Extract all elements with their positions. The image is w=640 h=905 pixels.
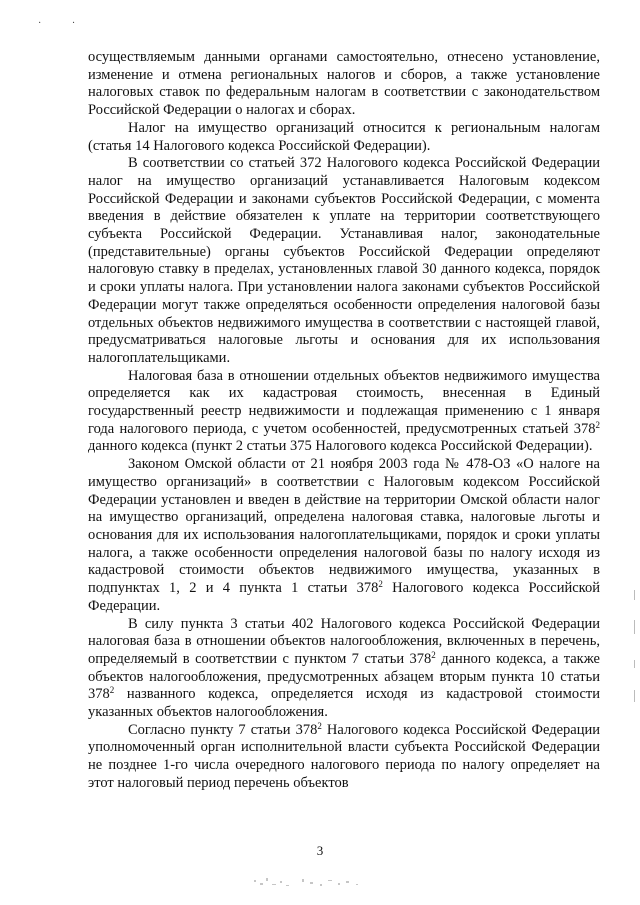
text-run: Налоговая база в отношении отдельных объектов недвижимого имущества определяется как их кадастровая стоимость, внесенная в Единый государственный реестр недвижимости и подлежащая применению с 1 января года налогового периода, с учетом особенностей, предусмотренных статьей 378 <box>88 367 600 437</box>
text-run: осуществляемым данными органами самостоятельно, отнесено установление, изменение и отмена региональных налогов и сборов, а также установление налоговых ставок по федеральным налогам в соответствии с законодательством Российской Федерации о налогах и сборах. <box>88 49 600 119</box>
text-run: В соответствии со статьей 372 Налогового кодекса Российской Федерации налог на имущество организаций устанавливается Налоговым кодексом Российской Федерации и законами субъектов Российской Федерации, с момента введения в действие обязателен к уплате на территории соответствующего субъекта Российской Федерации. Устанавливая налог, законодательные (представительные) органы субъектов Российской Федерации определяют налоговую ставку в пределах, установленных главой 30 данного кодекса, порядок и сроки уплаты налога. При установлении налога законами субъектов Российской Федерации могут также определяться особенности определения налоговой базы отдельных объектов недвижимого имущества в соответствии с настоящей главой, предусматриваться налоговые льготы и основания для их использования налогоплательщиками. <box>88 155 600 366</box>
superscript: 2 <box>317 720 322 731</box>
superscript: 2 <box>595 419 600 430</box>
superscript: 2 <box>109 685 115 696</box>
paragraph <box>88 722 600 793</box>
text-run: данного кодекса (пункт 2 статьи 375 Налогового кодекса Российской Федерации). <box>88 438 593 455</box>
text-run: Налогового кодекса Российской Федерации уполномоченный орган исполнительной власти субъекта Российской Федерации не позднее 1-го числа очередного налогового периода по налогу определяет на этот налоговый период перечень объектов <box>88 721 600 791</box>
text-run: Налог на имущество организаций относится к региональным налогам (статья 14 Налогового кодекса Российской Федерации). <box>88 119 600 154</box>
text-run: данного кодекса, а также объектов налогообложения, предусмотренных абзацем вторым пункта 10 статьи 378 <box>88 650 600 703</box>
paragraph <box>88 49 600 120</box>
paragraph <box>88 120 600 155</box>
text-run: Согласно пункту 7 статьи 378 <box>128 721 318 738</box>
text-run: Законом Омской области от 21 ноября 2003 года № 478-ОЗ «О налоге на имущество организаций» в соответствии с Налоговым кодексом Российской Федерации установлен и введен в действие на территории Омской области налог на имущество организаций, определена налоговая ставка, налоговые льготы и основания для их использования налогоплательщиками, порядок и сроки уплаты налога, а также особенности определения налоговой базы по налогу исходя из кадастровой стоимости объектов недвижимого имущества, указанных в подпунктах 1, 2 и 4 пункта 1 статьи 378 <box>88 456 600 597</box>
superscript: 2 <box>431 649 436 660</box>
paragraph <box>88 155 600 367</box>
paragraph <box>88 616 600 722</box>
scan-corner-marks: · · <box>38 18 90 29</box>
text-run: Налогового кодекса Российской Федерации. <box>88 580 600 614</box>
page-number: 3 <box>316 843 324 858</box>
text-run: В силу пункта 3 статьи 402 Налогового кодекса Российской Федерации налоговая база в отношении объектов налогообложения, включенных в перечень, определяемый в соответствии с пунктом 7 статьи 378 <box>88 615 600 667</box>
paragraph <box>88 368 600 457</box>
scan-noise-mark <box>250 872 370 894</box>
paragraph <box>88 456 600 615</box>
scan-edge-mark <box>633 590 636 710</box>
superscript: 2 <box>378 579 383 590</box>
text-run: названного кодекса, определяется исходя из кадастровой стоимости указанных объектов налогообложения. <box>88 686 600 721</box>
document-body <box>88 49 600 793</box>
